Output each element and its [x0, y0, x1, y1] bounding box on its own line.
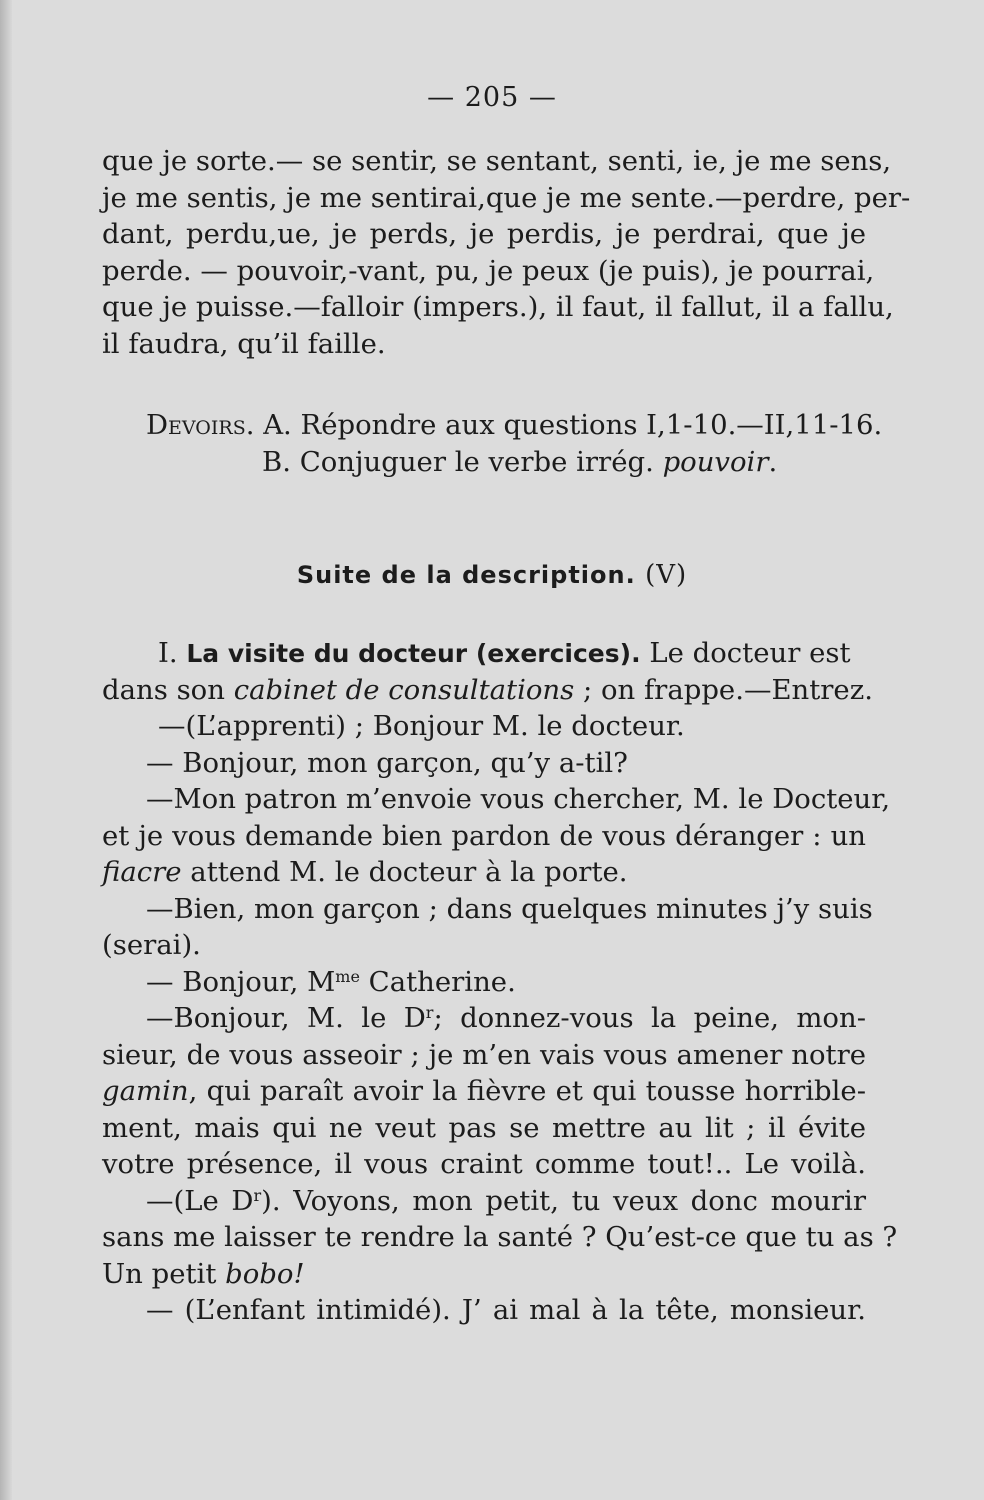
text-line: sans me laisser te rendre la santé ? Qu’est-ce que tu as ? [102, 1221, 898, 1253]
text-line: et je vous demande bien pardon de vous déranger : un [102, 819, 866, 852]
text-line: ment, mais qui ne veut pas se mettre au lit ; il évite [102, 1111, 866, 1144]
section-heading: Suite de la description. (V) [296, 560, 688, 590]
text-line: —(Le $D^r$). Voyons, mon petit, tu veux donc mourir [146, 1184, 866, 1217]
text-line: il faudra, qu’il faille. [102, 327, 386, 360]
text-line: Un petit bobo! [102, 1257, 305, 1290]
text-line: dant, perdu,ue, je perds, je perdis, je perdrai, que je [102, 218, 866, 250]
devoirs-block [102, 407, 883, 480]
text-line: (serai). [102, 929, 201, 961]
conjugation-paragraph [102, 143, 911, 362]
text-line: —Bien, mon garçon ; dans quelques minutes j’y suis [146, 892, 873, 925]
text-line: — (L’enfant intimidé). J’ ai mal à la tête, monsieur. [146, 1294, 866, 1326]
devoirs-label: Devoirs. [146, 409, 255, 441]
text-line: —(L’apprenti) ; Bonjour M. le docteur. [158, 710, 685, 742]
dialogue-section [102, 635, 898, 1329]
text-line: —Mon patron m’envoie vous chercher, M. le Docteur, [146, 783, 891, 815]
devoirs-line-b: B. Conjuguer le verbe irrég. pouvoir. [262, 445, 778, 478]
text-line: que je puisse.—falloir (impers.), il faut, il fallut, il a fallu, [102, 291, 894, 323]
subsection-title: La visite du docteur (exercices). [186, 639, 641, 668]
text-line: gamin, qui paraît avoir la fièvre et qui tousse horrible- [102, 1075, 866, 1107]
text-line: fiacre attend M. le docteur à la porte. [102, 856, 628, 888]
text-line: perde. — pouvoir,-vant, pu, je peux (je puis), je pourrai, [102, 254, 875, 287]
text-line: —Bonjour, M. le $D^r$; donnez-vous la peine, mon- [146, 1002, 866, 1034]
text-line: — Bonjour, mon garçon, qu’y a-til? [146, 746, 628, 779]
text-line: votre présence, il vous craint comme tout!.. Le voilà. [102, 1148, 866, 1180]
text-line: I. La visite du docteur (exercices). Le docteur est [158, 637, 851, 669]
text-line: sieur, de vous asseoir ; je m’en vais vous amener notre [102, 1038, 866, 1071]
text-line: que je sorte.— se sentir, se sentant, senti, ie, je me sens, [102, 145, 892, 177]
page-edge-shadow [0, 0, 12, 1500]
text-line: dans son cabinet de consultations ; on frappe.—Entrez. [102, 673, 873, 706]
text-line: je me sentis, je me sentirai,que je me sente.—perdre, per- [102, 181, 911, 214]
text-line: — Bonjour, $M^{me}$ Catherine. [146, 965, 516, 998]
page-number: — 205 — [427, 82, 557, 113]
devoirs-line-a: Devoirs. A. Répondre aux questions I,1-10.—II,11-16. [146, 409, 883, 441]
